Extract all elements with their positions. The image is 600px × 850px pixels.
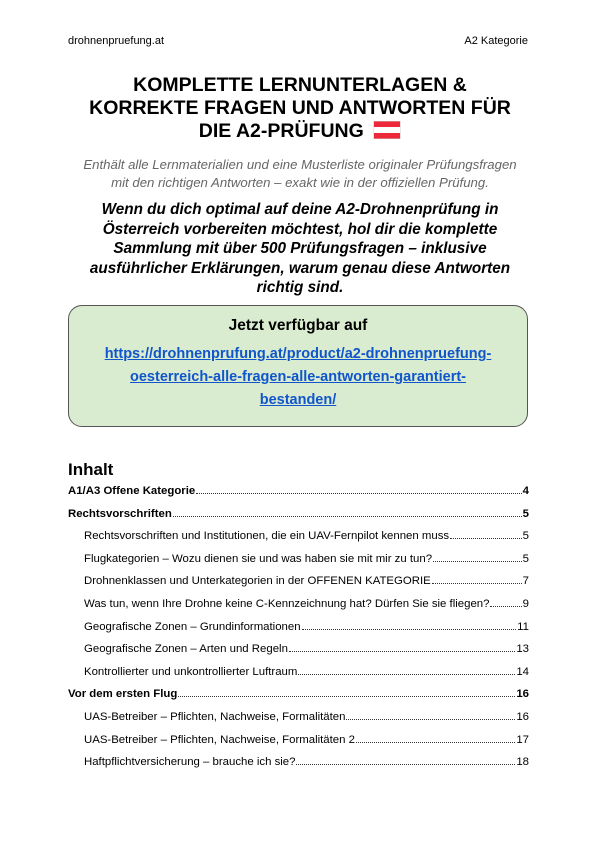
toc-entry-page: 5 bbox=[522, 530, 529, 543]
toc-entry-page: 17 bbox=[516, 733, 529, 746]
toc-entry-page: 16 bbox=[516, 710, 529, 723]
toc-leader-dots bbox=[298, 665, 515, 675]
toc-entry-page: 9 bbox=[522, 597, 529, 610]
product-link-line-2[interactable]: oesterreich-alle-fragen-alle-antworten-garantiert- bbox=[130, 369, 466, 385]
subtitle-line-1: Enthält alle Lernmaterialien und eine Musterliste originaler Prüfungsfragen bbox=[83, 157, 517, 172]
product-link-line-3[interactable]: bestanden/ bbox=[259, 392, 337, 408]
product-link-line-1[interactable]: https://drohnenprufung.at/product/a2-drohnenpruefung- bbox=[104, 346, 492, 362]
toc-entry[interactable] bbox=[68, 507, 529, 530]
toc-entry-page: 5 bbox=[522, 507, 529, 520]
intro-line-4: ausführlicher Erklärungen, warum genau diese Antworten bbox=[89, 259, 511, 277]
availability-callout bbox=[68, 305, 528, 427]
toc-entry[interactable] bbox=[68, 574, 529, 597]
header-site-name: drohnenpruefung.at bbox=[68, 35, 165, 47]
toc-entry-label: Vor dem ersten Flug bbox=[68, 688, 178, 701]
toc-entry-label: Geografische Zonen – Arten und Regeln bbox=[84, 643, 288, 656]
toc-leader-dots bbox=[173, 507, 522, 517]
toc-entry[interactable] bbox=[68, 665, 529, 688]
toc-entry-label: Flugkategorien – Wozu dienen sie und was haben sie mit mir zu tun? bbox=[84, 552, 433, 565]
toc-entry[interactable] bbox=[68, 755, 529, 778]
toc-entry-page: 5 bbox=[522, 552, 529, 565]
intro-line-3: Sammlung mit über 500 Prüfungsfragen – inklusive bbox=[113, 240, 487, 257]
intro-paragraph bbox=[60, 200, 540, 298]
austria-flag-icon bbox=[373, 121, 401, 139]
toc-leader-dots bbox=[178, 687, 515, 697]
toc-leader-dots bbox=[302, 620, 517, 630]
toc-entry-label: Kontrollierter und unkontrollierter Luftraum bbox=[84, 665, 298, 678]
toc-entry-page: 4 bbox=[522, 485, 529, 497]
toc-entry-page: 18 bbox=[516, 756, 529, 769]
toc-entry-label: Drohnenklassen und Unterkategorien in der OFFENEN KATEGORIE bbox=[84, 575, 431, 588]
subtitle-line-2: mit den richtigen Antworten – exakt wie in der offiziellen Prüfung. bbox=[111, 175, 489, 190]
toc-leader-dots bbox=[433, 552, 522, 562]
toc-entry-page: 7 bbox=[522, 575, 529, 588]
toc-entry[interactable] bbox=[68, 620, 529, 643]
title-line-1: KOMPLETTE LERNUNTERLAGEN & bbox=[133, 74, 467, 96]
toc-leader-dots bbox=[296, 755, 515, 765]
toc-entry[interactable] bbox=[68, 710, 529, 733]
title-line-3 bbox=[60, 120, 540, 143]
toc-heading: Inhalt bbox=[68, 460, 114, 479]
toc-entry-page: 13 bbox=[516, 643, 529, 656]
toc-entry-label: UAS-Betreiber – Pflichten, Nachweise, Formalitäten bbox=[84, 710, 346, 723]
header-category: A2 Kategorie bbox=[464, 35, 528, 47]
toc-entry-page: 11 bbox=[517, 620, 529, 633]
toc-leader-dots bbox=[289, 642, 515, 652]
toc-entry-label: Haftpflichtversicherung – brauche ich sie? bbox=[84, 756, 296, 769]
toc-entry-label: Rechtsvorschriften und Institutionen, die ein UAV-Fernpilot kennen muss bbox=[84, 530, 450, 543]
toc-entry-label: Geografische Zonen – Grundinformationen bbox=[84, 620, 301, 633]
subtitle bbox=[60, 156, 540, 192]
table-of-contents bbox=[68, 484, 529, 778]
page-title bbox=[60, 74, 540, 143]
toc-entry-label: Rechtsvorschriften bbox=[68, 507, 172, 520]
toc-entry[interactable] bbox=[68, 687, 529, 710]
title-line-3-text: DIE A2-PRÜFUNG bbox=[198, 120, 364, 142]
intro-line-5: richtig sind. bbox=[256, 279, 344, 296]
title-line-2: KORREKTE FRAGEN UND ANTWORTEN FÜR bbox=[89, 97, 511, 119]
toc-leader-dots bbox=[490, 597, 521, 607]
toc-entry[interactable] bbox=[68, 597, 529, 620]
toc-entry[interactable] bbox=[68, 529, 529, 552]
intro-line-2: Österreich vorbereiten möchtest, hol dir die komplette bbox=[102, 220, 498, 238]
intro-line-1: Wenn du dich optimal auf deine A2-Drohnenprüfung in bbox=[101, 201, 499, 218]
toc-leader-dots bbox=[356, 733, 515, 743]
toc-entry[interactable] bbox=[68, 484, 529, 507]
toc-leader-dots bbox=[346, 710, 515, 720]
toc-leader-dots bbox=[196, 484, 521, 494]
toc-entry-page: 14 bbox=[516, 665, 529, 678]
toc-entry-label: Was tun, wenn Ihre Drohne keine C-Kennzeichnung hat? Dürfen Sie sie fliegen? bbox=[84, 597, 490, 610]
toc-entry-label: UAS-Betreiber – Pflichten, Nachweise, Formalitäten 2 bbox=[84, 733, 355, 746]
toc-entry[interactable] bbox=[68, 642, 529, 665]
callout-title: Jetzt verfügbar auf bbox=[228, 317, 368, 334]
toc-entry-page: 16 bbox=[516, 688, 529, 701]
toc-leader-dots bbox=[432, 574, 522, 584]
toc-leader-dots bbox=[450, 529, 522, 539]
product-link[interactable] bbox=[87, 343, 509, 412]
toc-entry[interactable] bbox=[68, 552, 529, 575]
toc-entry[interactable] bbox=[68, 733, 529, 756]
toc-entry-label: A1/A3 Offene Kategorie bbox=[68, 485, 196, 497]
